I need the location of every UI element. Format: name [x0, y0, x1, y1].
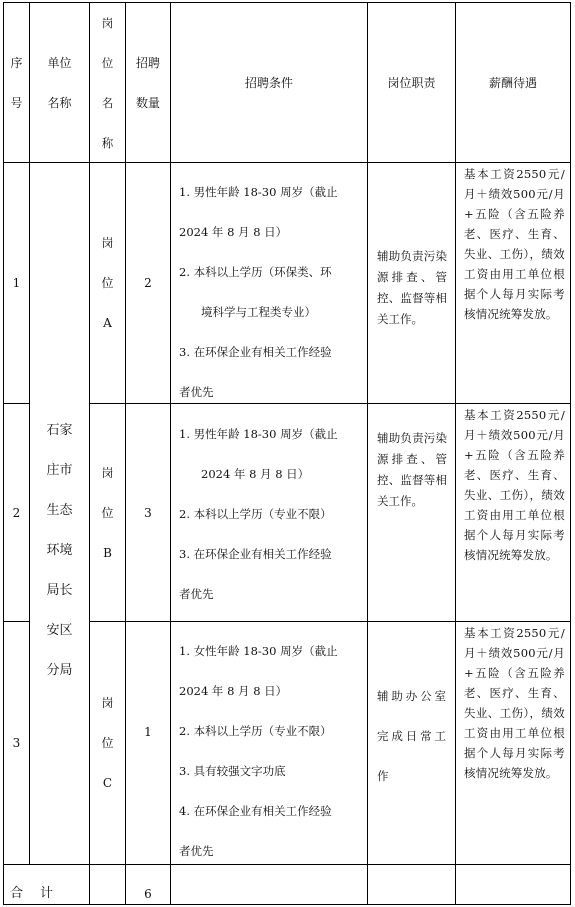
row-3-salary: 基本工资2550元/月＋绩效500元/月+五险（含五险养老、医疗、生育、失业、工伤），绩效工资由用工单位根据个人每月实际考核情况统筹发放。: [464, 626, 565, 780]
row-1-requirements: 1. 男性年龄 18-30 周岁（截止 2024 年 8 月 8 日） 2. 本科以上学历（环保类、环 境科学与工程类专业） 3. 在环保企业有相关工作经验 者优先: [179, 185, 338, 399]
total-quantity: 6: [144, 887, 152, 901]
row-3-quantity: 1: [144, 725, 152, 739]
row-1-salary: 基本工资2550元/月＋绩效500元/月+五险（含五险养老、医疗、生育、失业、工伤），绩效工资由用工单位根据个人每月实际考核情况统筹发放。: [464, 167, 565, 321]
row-3-requirements: 1. 女性年龄 18-30 周岁（截止 2024 年 8 月 8 日） 2. 本科以上学历（专业不限） 3. 具有较强文字功底 4. 在环保企业有相关工作经验 者优先: [179, 644, 338, 858]
row-1-duties: 辅助负责污染源排查、管控、监督等相关工作。: [377, 249, 447, 326]
row-3-position: 岗 位 C: [101, 696, 114, 790]
header-quantity: 招聘 数量: [135, 55, 160, 110]
row-1-quantity: 2: [144, 276, 152, 290]
header-unit: 单位 名称: [47, 55, 72, 110]
row-1-position: 岗 位 A: [101, 236, 114, 330]
header-duties: 岗位职责: [387, 75, 436, 90]
header-index: 序 号: [10, 55, 23, 110]
header-salary: 薪酬待遇: [488, 75, 537, 90]
row-3-index: 3: [12, 736, 21, 750]
header-position: 岗 位 名 称: [101, 15, 114, 150]
row-3-duties: 辅助办公室完成日常工作: [377, 689, 447, 783]
row-2-requirements: 1. 男性年龄 18-30 周岁（截止 2024 年 8 月 8 日） 2. 本科以上学历（专业不限） 3. 在环保企业有相关工作经验 者优先: [179, 427, 338, 601]
total-label: 合 计: [10, 886, 56, 901]
row-1-index: 1: [12, 276, 21, 290]
header-requirements: 招聘条件: [244, 75, 293, 90]
row-2-salary: 基本工资2550元/月＋绩效500元/月+五险（含五险养老、医疗、生育、失业、工伤），绩效工资由用工单位根据个人每月实际考核情况统筹发放。: [464, 408, 565, 562]
unit-name: 石家 庄市 生态 环境 局长 安区 分局: [46, 423, 73, 678]
row-2-position: 岗 位 B: [101, 465, 114, 560]
row-2-quantity: 3: [144, 505, 152, 520]
row-2-duties: 辅助负责污染源排查、管控、监督等相关工作。: [377, 431, 447, 508]
row-2-index: 2: [12, 505, 21, 520]
